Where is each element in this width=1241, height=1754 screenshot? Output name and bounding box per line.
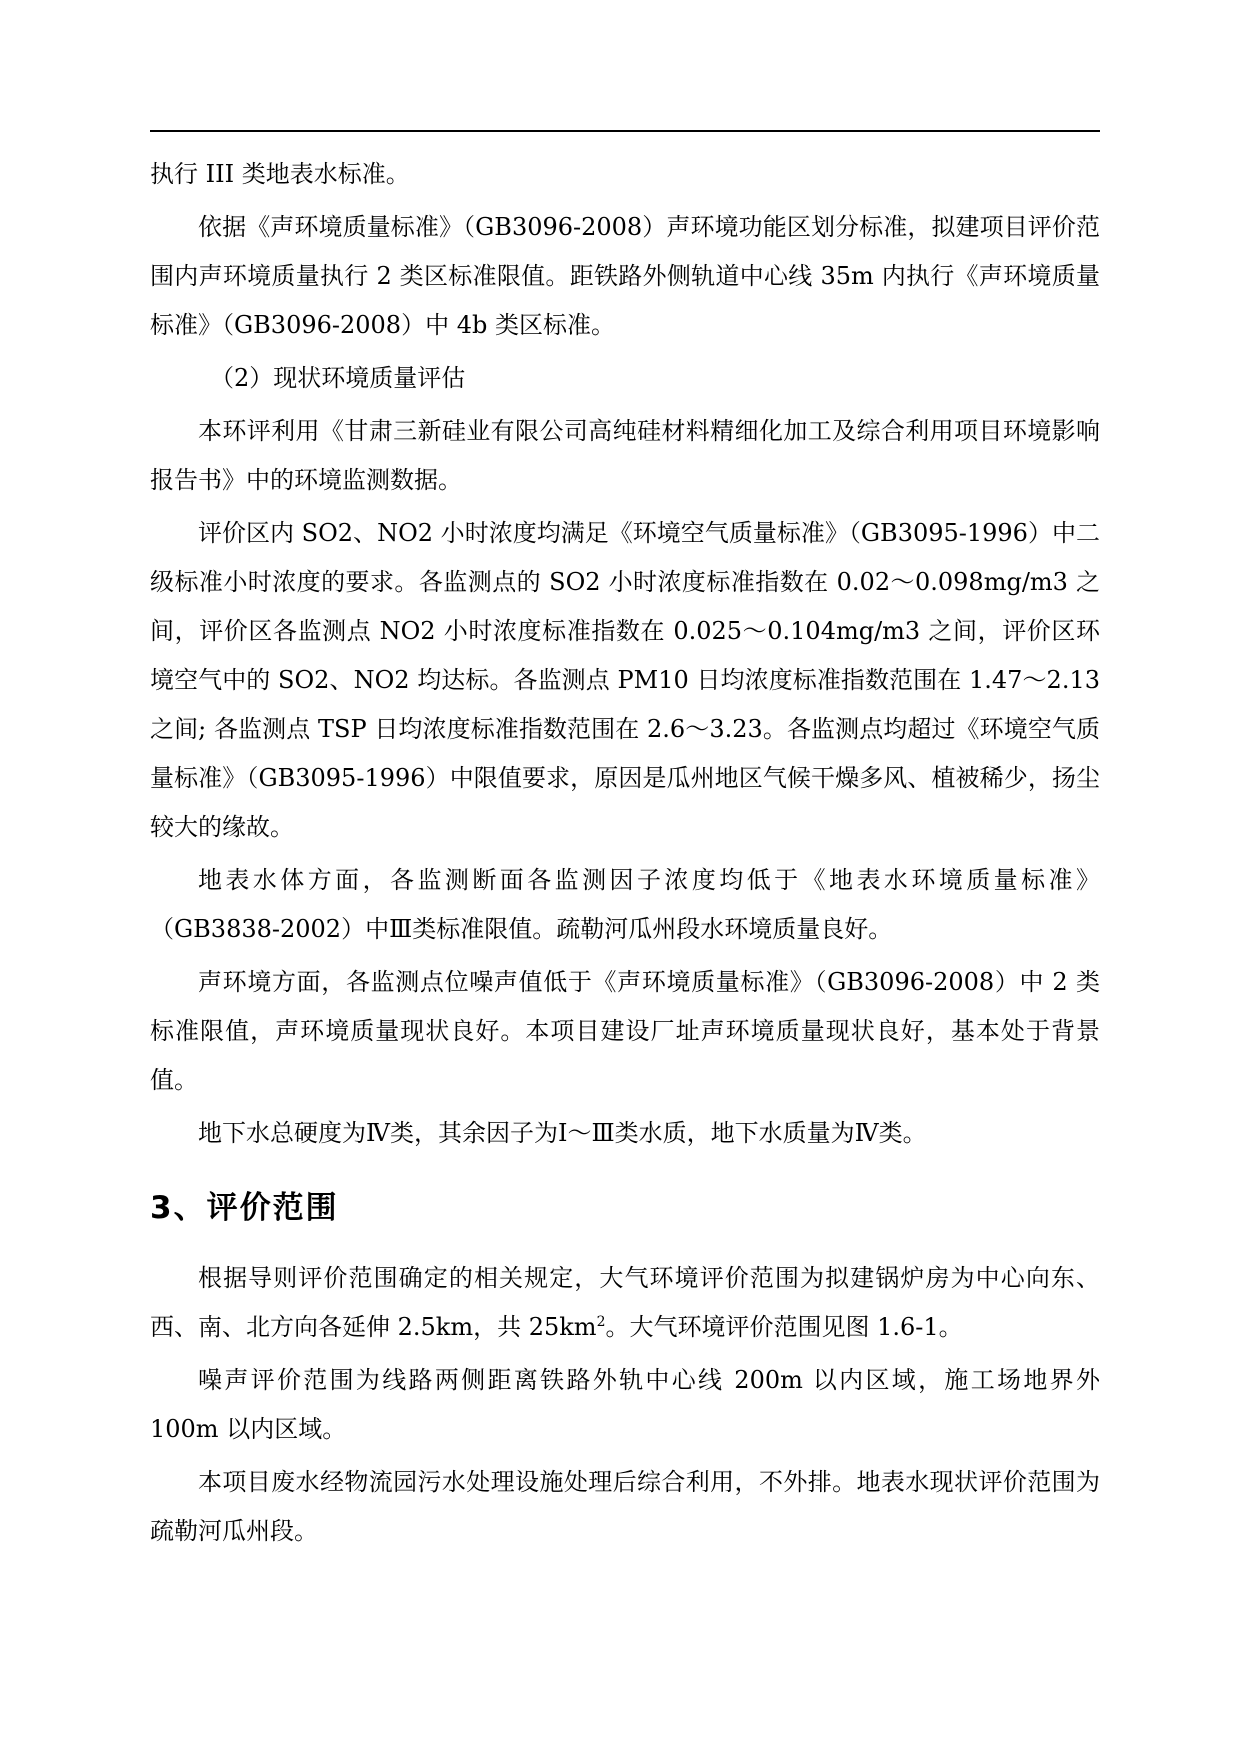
paragraph-text: 根据导则评价范围确定的相关规定，大气环境评价范围为拟建锅炉房为中心向东、西、南、北方向各延伸 2.5km，共 25km [150,1264,1100,1341]
paragraph [150,1254,1100,1352]
paragraph: 声环境方面，各监测点位噪声值低于《声环境质量标准》（GB3096-2008）中 2 类标准限值，声环境质量现状良好。本项目建设厂址声环境质量现状良好，基本处于背景值。 [150,968,1100,1094]
paragraph: 地下水总硬度为Ⅳ类，其余因子为Ⅰ～Ⅲ类水质，地下水质量为Ⅳ类。 [198,1119,927,1147]
document-body [150,150,1100,1560]
header-rule [150,130,1100,132]
section-heading: 3、评价范围 [150,1190,339,1226]
superscript: 2 [596,1314,606,1330]
paragraph-text: 。大气环境评价范围见图 1.6-1。 [605,1313,963,1341]
paragraph: 本环评利用《甘肃三新硅业有限公司高纯硅材料精细化加工及综合利用项目环境影响报告书》中的环境监测数据。 [150,417,1100,494]
paragraph: 地表水体方面，各监测断面各监测因子浓度均低于《地表水环境质量标准》（GB3838-2002）中Ⅲ类标准限值。疏勒河瓜州段水环境质量良好。 [150,866,1100,943]
subsection-heading: （2）现状环境质量评估 [210,364,466,392]
paragraph: 依据《声环境质量标准》（GB3096-2008）声环境功能区划分标准，拟建项目评价范围内声环境质量执行 2 类区标准限值。距铁路外侧轨道中心线 35m 内执行《声环境质量标准》（GB3096-2008）中 4b 类区标准。 [150,213,1100,339]
paragraph: 本项目废水经物流园污水处理设施处理后综合利用，不外排。地表水现状评价范围为疏勒河瓜州段。 [150,1468,1100,1545]
paragraph: 评价区内 SO2、NO2 小时浓度均满足《环境空气质量标准》（GB3095-1996）中二级标准小时浓度的要求。各监测点的 SO2 小时浓度标准指数在 0.02～0.098mg/m3 之间，评价区各监测点 NO2 小时浓度标准指数在 0.025～0.104mg/m3 之间，评价区环境空气中的 SO2、NO2 均达标。各监测点 PM10 日均浓度标准指数范围在 1.47～2.13 之间; 各监测点 TSP 日均浓度标准指数范围在 2.6～3.23。各监测点均超过《环境空气质量标准》（GB3095-1996）中限值要求，原因是瓜州地区气候干燥多风、植被稀少，扬尘较大的缘故。 [150,519,1100,841]
paragraph: 噪声评价范围为线路两侧距离铁路外轨中心线 200m 以内区域，施工场地界外 100m 以内区域。 [150,1366,1100,1443]
paragraph: 执行 III 类地表水标准。 [150,160,410,188]
